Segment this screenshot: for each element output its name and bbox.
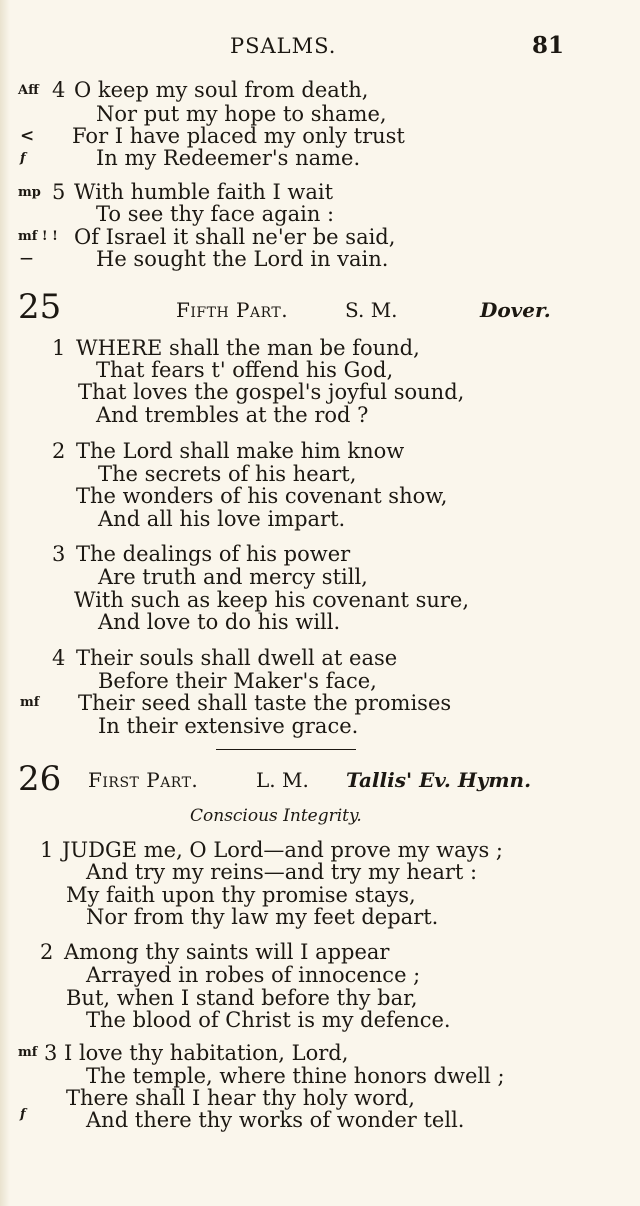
psalm-part: First Part. xyxy=(88,768,199,792)
dynamic-mark: f xyxy=(20,151,26,166)
verse-number: 3 xyxy=(44,1041,58,1065)
verse-line: Their seed shall taste the promises xyxy=(78,691,452,715)
verse-line: He sought the Lord in vain. xyxy=(96,247,389,271)
verse-line: The secrets of his heart, xyxy=(98,462,357,486)
verse-line: Nor from thy law my feet depart. xyxy=(86,905,439,929)
verse-number: 3 xyxy=(52,542,66,566)
verse-line: With such as keep his covenant sure, xyxy=(74,588,470,612)
verse-line: The blood of Christ is my defence. xyxy=(86,1008,451,1032)
verse-number: 2 xyxy=(40,940,54,964)
verse-number: 1 xyxy=(52,336,66,360)
page-number: 81 xyxy=(532,32,565,59)
dynamic-mark: < xyxy=(20,126,35,146)
verse-number: 1 xyxy=(40,838,54,862)
verse-line: Before their Maker's face, xyxy=(98,669,377,693)
verse-line: My faith upon thy promise stays, xyxy=(66,883,416,907)
verse-line: And love to do his will. xyxy=(98,610,341,634)
verse-line: There shall I hear thy holy word, xyxy=(66,1086,415,1110)
verse-line: And trembles at the rod ? xyxy=(96,403,369,427)
verse-line: WHERE shall the man be found, xyxy=(76,336,420,360)
section-divider xyxy=(216,749,356,750)
verse-line: Among thy saints will I appear xyxy=(64,940,390,964)
dynamic-mark: mf xyxy=(18,1045,38,1060)
dynamic-mark: f xyxy=(20,1107,26,1122)
verse-line: And try my reins—and try my heart : xyxy=(86,860,478,884)
verse-line: And all his love impart. xyxy=(98,507,346,531)
verse-line: That fears t' offend his God, xyxy=(96,358,394,382)
verse-line: To see thy face again : xyxy=(96,202,335,226)
dynamic-mark: mp xyxy=(18,185,41,200)
verse-line: The wonders of his covenant show, xyxy=(76,484,448,508)
psalm-part: Fifth Part. xyxy=(176,298,289,322)
verse-line: The temple, where thine honors dwell ; xyxy=(86,1064,505,1088)
verse-line: The Lord shall make him know xyxy=(76,439,405,463)
verse-line: For I have placed my only trust xyxy=(72,124,405,148)
verse-line: Are truth and mercy still, xyxy=(98,565,368,589)
verse-number: 5 xyxy=(52,180,66,204)
page-edge xyxy=(0,0,10,1206)
psalm-meter: S. M. xyxy=(345,298,398,322)
verse-line: With humble faith I wait xyxy=(74,180,334,204)
psalm-subtitle: Conscious Integrity. xyxy=(190,806,362,826)
verse-number: 4 xyxy=(52,78,66,102)
verse-line: In their extensive grace. xyxy=(98,714,359,738)
verse-line: In my Redeemer's name. xyxy=(96,146,361,170)
dynamic-mark: — xyxy=(20,251,33,266)
verse-line: Nor put my hope to shame, xyxy=(96,102,387,126)
psalm-meter: L. M. xyxy=(256,768,309,792)
verse-line: O keep my soul from death, xyxy=(74,78,369,102)
dynamic-mark: Aff xyxy=(18,83,39,98)
verse-line: That loves the gospel's joyful sound, xyxy=(78,380,465,404)
dynamic-mark: mf ! ! xyxy=(18,229,58,244)
verse-number: 4 xyxy=(52,646,66,670)
verse-number: 2 xyxy=(52,439,66,463)
dynamic-mark: mf xyxy=(20,695,40,710)
verse-line: Of Israel it shall ne'er be said, xyxy=(74,225,396,249)
verse-line: Arrayed in robes of innocence ; xyxy=(86,963,421,987)
running-head: PSALMS. xyxy=(230,34,337,58)
psalm-number: 26 xyxy=(18,759,62,799)
verse-line: I love thy habitation, Lord, xyxy=(64,1041,349,1065)
psalm-number: 25 xyxy=(18,287,62,327)
verse-line: The dealings of his power xyxy=(76,542,351,566)
verse-line: But, when I stand before thy bar, xyxy=(66,986,418,1010)
verse-line: Their souls shall dwell at ease xyxy=(76,646,398,670)
tune-name: Dover. xyxy=(480,298,551,322)
tune-name: Tallis' Ev. Hymn. xyxy=(346,768,532,792)
verse-line: JUDGE me, O Lord—and prove my ways ; xyxy=(62,838,503,862)
verse-line: And there thy works of wonder tell. xyxy=(86,1108,465,1132)
